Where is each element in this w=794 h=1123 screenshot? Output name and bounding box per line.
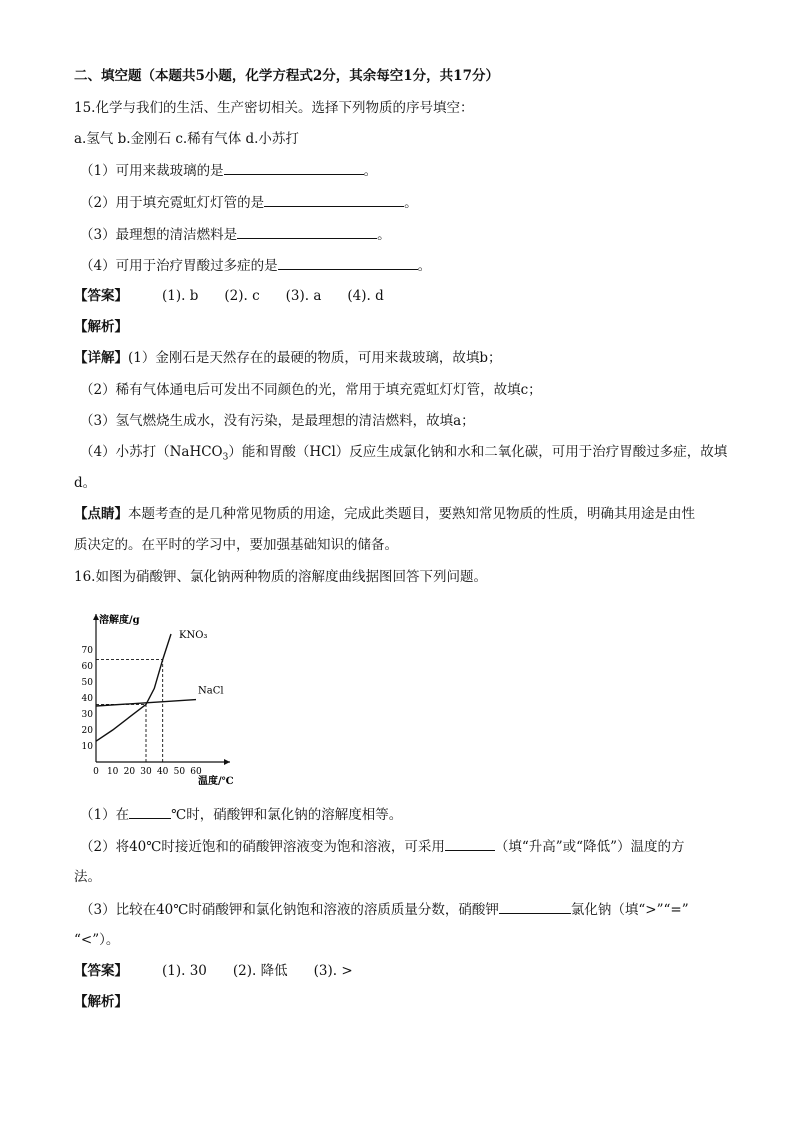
- detail-text: （4）小苏打（NaHCO: [80, 444, 223, 460]
- y-tick-label: 30: [81, 710, 93, 720]
- x-tick-label: 10: [106, 767, 119, 777]
- x-tick-label: 50: [173, 767, 186, 777]
- x-tick-label: 30: [140, 767, 152, 777]
- q15-tip-2: 质决定的。在平时的学习中，要加强基础知识的储备。: [74, 537, 398, 553]
- answer-item: (4). d: [347, 288, 384, 304]
- q15-options: a.氢气 b.金刚石 c.稀有气体 d.小苏打: [74, 131, 299, 147]
- q15-part-1-end: 。: [363, 163, 378, 179]
- answer-item: (3). a: [285, 288, 322, 304]
- q15-detail-4: [80, 442, 727, 468]
- q15-stem: 15.化学与我们的生活、生产密切相关。选择下列物质的序号填空：: [74, 100, 474, 116]
- subscript: 3: [222, 452, 229, 463]
- q16-stem: 16.如图为硝酸钾、氯化钠两种物质的溶解度曲线据图回答下列问题。: [74, 569, 487, 585]
- detail-text: ）能和胃酸（HCl）反应生成氯化钠和水和二氧化碳，可用于治疗胃酸过多症，故填: [228, 444, 728, 460]
- q15-detail-4-end: d。: [74, 475, 97, 491]
- y-tick-label: 60: [81, 662, 93, 672]
- y-tick-label: 20: [81, 726, 93, 736]
- q15-part-2-text: （2）用于填充霓虹灯灯管的是: [80, 195, 265, 211]
- q16-part-1: [80, 804, 402, 825]
- q15-part-3: [80, 224, 391, 245]
- q16-answer-row: [74, 961, 379, 981]
- q16-part-3-end: 氯化钠（填“>”“=”: [570, 902, 689, 918]
- q15-part-4-text: （4）可用于治疗胃酸过多症的是: [80, 258, 278, 274]
- answer-blank[interactable]: [264, 192, 404, 207]
- x-axis-arrow: [224, 759, 230, 765]
- q16-part-1-text: （1）在: [80, 807, 130, 823]
- q15-detail-2: （2）稀有气体通电后可发出不同颜色的光，常用于填充霓虹灯灯管，故填c；: [80, 382, 542, 398]
- q16-part-2-end: （填“升高”或“降低”）温度的方: [494, 839, 685, 855]
- x-axis-label: 温度/℃: [198, 776, 234, 786]
- q16-part-3-text: （3）比较在40℃时硝酸钾和氯化钠饱和溶液的溶质质量分数，硝酸钾: [80, 902, 499, 918]
- q15-part-4-end: 。: [417, 258, 432, 274]
- q15-part-2-end: 。: [404, 195, 418, 211]
- y-tick-label: 40: [81, 694, 93, 704]
- x-tick-label: 20: [123, 767, 136, 777]
- series-label: KNO₃: [179, 630, 208, 641]
- q15-answer-row: [74, 286, 410, 306]
- answer-blank[interactable]: [499, 899, 571, 914]
- answer-item: (2). c: [224, 288, 260, 304]
- q16-part-3-end-line: “<”）。: [74, 932, 120, 948]
- q16-part-2: [80, 836, 684, 857]
- x-tick-label: 60: [190, 767, 202, 777]
- q15-tip: [74, 504, 695, 524]
- answer-blank[interactable]: [445, 836, 495, 851]
- answer-item: (1). b: [162, 288, 199, 304]
- x-tick-label: 40: [156, 767, 169, 777]
- series-line-kno3: [96, 634, 171, 741]
- section-title: 二、填空题（本题共5小题，化学方程式2分，其余每空1分，共17分）: [74, 68, 499, 84]
- tip-label: 【点睛】: [74, 506, 128, 522]
- q15-detail-1: [74, 348, 502, 368]
- solubility-chart: [74, 606, 254, 786]
- answer-blank[interactable]: [237, 224, 377, 239]
- q16-analysis-label: 【解析】: [74, 994, 128, 1010]
- q16-part-2-end-line: 法。: [74, 869, 101, 885]
- answer-blank[interactable]: [278, 255, 418, 270]
- q15-part-1: [80, 160, 377, 181]
- series-label: NaCl: [198, 685, 224, 697]
- detail-label: 【详解】: [74, 350, 128, 366]
- q15-part-3-end: 。: [377, 227, 391, 243]
- y-tick-label: 50: [81, 678, 93, 688]
- q15-part-4: [80, 255, 431, 276]
- answer-label: 【答案】: [74, 963, 128, 979]
- q16-part-3: [80, 899, 689, 920]
- q15-part-2: [80, 192, 418, 213]
- q16-part-1-end: ℃时，硝酸钾和氯化钠的溶解度相等。: [171, 807, 403, 823]
- detail-text: (1）金刚石是天然存在的最硬的物质，可用来裁玻璃，故填b；: [128, 350, 502, 366]
- q15-part-1-text: （1）可用来裁玻璃的是: [80, 163, 224, 179]
- q16-part-2-text: （2）将40℃时接近饱和的硝酸钾溶液变为饱和溶液，可采用: [80, 839, 445, 855]
- y-tick-label: 10: [81, 742, 93, 752]
- tip-text: 本题考查的是几种常见物质的用途，完成此类题目，要熟知常见物质的性质，明确其用途是由性: [128, 506, 695, 522]
- y-axis-label: 溶解度/g: [99, 615, 140, 626]
- answer-blank[interactable]: [129, 804, 171, 819]
- answer-item: (1). 30: [162, 963, 207, 979]
- q15-detail-3: （3）氢气燃烧生成水，没有污染，是最理想的清洁燃料，故填a；: [80, 413, 475, 429]
- answer-label: 【答案】: [74, 288, 128, 304]
- answer-item: (2). 降低: [232, 963, 288, 979]
- answer-item: (3). >: [313, 963, 353, 979]
- q15-analysis-label: 【解析】: [74, 319, 128, 335]
- x-tick-label: 0: [93, 767, 99, 777]
- answer-blank[interactable]: [224, 160, 364, 175]
- q15-part-3-text: （3）最理想的清洁燃料是: [80, 227, 238, 243]
- y-tick-label: 70: [81, 646, 93, 656]
